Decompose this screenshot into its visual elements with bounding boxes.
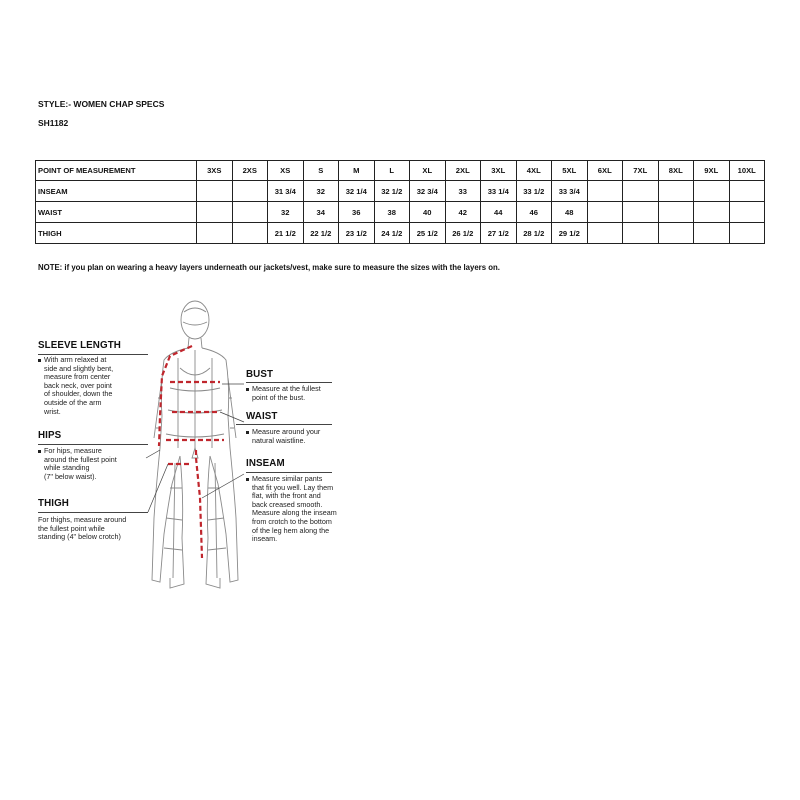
table-cell: 32	[303, 181, 339, 202]
column-header: 3XL	[481, 161, 517, 181]
style-heading: STYLE:- WOMEN CHAP SPECS	[38, 99, 165, 109]
table-cell	[232, 223, 268, 244]
waist-rule	[236, 424, 332, 425]
table-cell	[658, 202, 694, 223]
table-cell	[197, 202, 233, 223]
column-header: M	[339, 161, 375, 181]
body-outline	[152, 301, 238, 588]
bullet-icon	[246, 388, 249, 391]
table-cell: 31 3/4	[268, 181, 304, 202]
bust-title: BUST	[246, 369, 274, 380]
bullet-icon	[38, 450, 41, 453]
table-cell: 48	[552, 202, 588, 223]
column-header: 10XL	[729, 161, 765, 181]
table-cell: 27 1/2	[481, 223, 517, 244]
column-header: XS	[268, 161, 304, 181]
table-cell: 44	[481, 202, 517, 223]
table-cell	[623, 223, 659, 244]
waist-description: Measure around your natural waistline.	[246, 428, 356, 445]
row-label: WAIST	[36, 202, 197, 223]
thigh-title: THIGH	[38, 498, 69, 509]
bullet-icon	[246, 431, 249, 434]
table-cell	[658, 223, 694, 244]
column-header: 6XL	[587, 161, 623, 181]
bust-rule	[246, 382, 332, 383]
thigh-description: For thighs, measure around the fullest point while standing (4" below crotch)	[38, 515, 127, 542]
table-row-waist	[36, 202, 765, 223]
table-cell: 23 1/2	[339, 223, 375, 244]
column-header: POINT OF MEASUREMENT	[36, 161, 197, 181]
row-label: THIGH	[36, 223, 197, 244]
column-header: XL	[410, 161, 446, 181]
column-header: L	[374, 161, 410, 181]
column-header: 4XL	[516, 161, 552, 181]
sleeve-length-title: SLEEVE LENGTH	[38, 340, 121, 351]
inseam-description: Measure similar pants that fit you well. Lay them flat, with the front and back creased smooth. Measure along the inseam from crotch to the bottom of the leg hem along the inseam.	[246, 475, 366, 544]
table-cell	[694, 181, 730, 202]
hips-rule	[38, 444, 148, 445]
table-cell: 32 1/2	[374, 181, 410, 202]
table-cell: 33 1/4	[481, 181, 517, 202]
table-cell	[729, 181, 765, 202]
hips-title: HIPS	[38, 430, 62, 441]
column-header: 5XL	[552, 161, 588, 181]
table-cell: 21 1/2	[268, 223, 304, 244]
table-cell: 40	[410, 202, 446, 223]
table-cell: 36	[339, 202, 375, 223]
table-cell: 26 1/2	[445, 223, 481, 244]
column-header: S	[303, 161, 339, 181]
bullet-icon	[38, 359, 41, 362]
table-cell: 38	[374, 202, 410, 223]
table-row-inseam	[36, 181, 765, 202]
column-header: 3XS	[197, 161, 233, 181]
inseam-rule	[246, 472, 332, 473]
size-spec-table	[35, 160, 765, 244]
bullet-icon	[246, 478, 249, 481]
table-cell	[694, 223, 730, 244]
body-figure-illustration	[140, 298, 250, 590]
row-label: INSEAM	[36, 181, 197, 202]
bust-description: Measure at the fullest point of the bust.	[246, 385, 356, 402]
sleeve-length-description: With arm relaxed at side and slightly bent, measure from center back neck, over point of shoulder, down the outside of the arm wrist.	[38, 356, 158, 416]
table-header-row	[36, 161, 765, 181]
table-cell: 32	[268, 202, 304, 223]
table-cell	[694, 202, 730, 223]
table-cell: 29 1/2	[552, 223, 588, 244]
column-header: 2XL	[445, 161, 481, 181]
column-header: 2XS	[232, 161, 268, 181]
column-header: 9XL	[694, 161, 730, 181]
waist-title: WAIST	[246, 411, 278, 422]
table-cell: 42	[445, 202, 481, 223]
thigh-rule	[38, 512, 148, 513]
table-cell: 32 3/4	[410, 181, 446, 202]
table-cell	[587, 181, 623, 202]
table-cell	[623, 202, 659, 223]
table-cell	[197, 223, 233, 244]
table-cell	[587, 223, 623, 244]
table-cell: 25 1/2	[410, 223, 446, 244]
column-header: 8XL	[658, 161, 694, 181]
table-cell	[587, 202, 623, 223]
table-cell	[232, 202, 268, 223]
table-cell	[729, 223, 765, 244]
hips-description: For hips, measure around the fullest point while standing (7" below waist).	[38, 447, 158, 481]
table-cell: 24 1/2	[374, 223, 410, 244]
table-cell	[729, 202, 765, 223]
table-cell: 33 1/2	[516, 181, 552, 202]
inseam-line	[196, 450, 202, 558]
table-cell: 33 3/4	[552, 181, 588, 202]
sku-code: SH1182	[38, 118, 69, 128]
table-cell: 28 1/2	[516, 223, 552, 244]
column-header: 7XL	[623, 161, 659, 181]
table-cell	[232, 181, 268, 202]
table-cell	[658, 181, 694, 202]
table-cell: 33	[445, 181, 481, 202]
measurement-lines	[159, 346, 224, 558]
table-cell: 46	[516, 202, 552, 223]
table-cell: 32 1/4	[339, 181, 375, 202]
table-cell	[197, 181, 233, 202]
inseam-title: INSEAM	[246, 458, 285, 469]
table-row-thigh	[36, 223, 765, 244]
table-cell: 22 1/2	[303, 223, 339, 244]
table-cell	[623, 181, 659, 202]
layering-note: NOTE: if you plan on wearing a heavy layers underneath our jackets/vest, make sure to measure the sizes with the layers on.	[38, 263, 500, 272]
table-cell: 34	[303, 202, 339, 223]
